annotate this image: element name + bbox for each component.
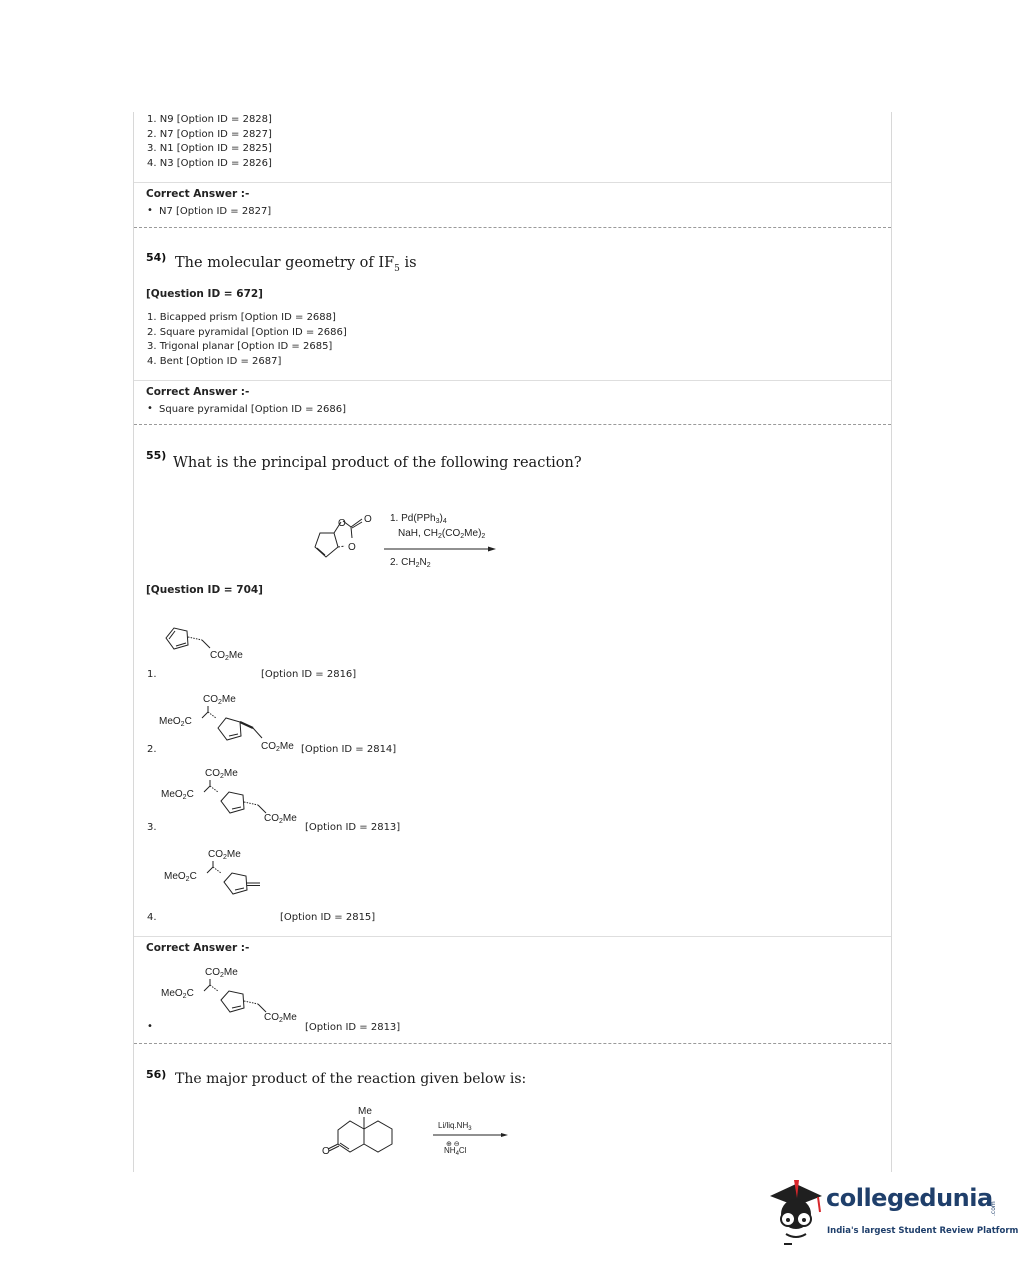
- mascot-icon: [766, 1178, 826, 1248]
- page-frame-right: [891, 112, 892, 1172]
- reagent-step-1: 1. $Pd(PPh_3)_4$: [390, 513, 447, 525]
- correct-answer-label: Correct Answer :-: [146, 386, 250, 398]
- co2me-label: $CO_2Me$: [203, 694, 236, 706]
- bullet-icon: •: [147, 403, 153, 414]
- reaction-conditions: [380, 508, 510, 573]
- option-1-structure: [160, 620, 270, 665]
- option-item: 1. Bicapped prism [Option ID = 2688]: [147, 312, 336, 323]
- question-id: [Question ID = 672]: [146, 288, 263, 300]
- methyl-label: Me: [358, 1106, 372, 1117]
- co2me-label: $CO_2Me$: [210, 650, 243, 662]
- collegedunia-logo[interactable]: [766, 1178, 1019, 1250]
- bullet-icon: •: [147, 205, 153, 216]
- correct-answer-text: Square pyramidal [Option ID = 2686]: [159, 404, 347, 415]
- reaction-arrow-icon: [384, 547, 496, 552]
- option-item: 4. Bent [Option ID = 2687]: [147, 356, 282, 368]
- correct-answer-text: [Option ID = 2813]: [305, 1022, 401, 1033]
- reactant-structure: [305, 505, 385, 570]
- option-id: [Option ID = 2813]: [305, 822, 401, 833]
- q56-reaction-scheme: [318, 1102, 528, 1162]
- question-separator: [134, 1043, 891, 1044]
- option-item: 2. N7 [Option ID = 2827]: [147, 128, 272, 140]
- co2me-label: $CO_2Me$: [264, 1012, 297, 1024]
- correct-answer-label: Correct Answer :-: [146, 188, 250, 200]
- option-number: 4.: [147, 912, 157, 923]
- divider: [134, 380, 891, 381]
- q54-option-list: [147, 311, 347, 370]
- page-frame-left: [133, 112, 134, 1172]
- reagent-step-1b: NaH, $CH_2(CO_2Me)_2$: [398, 528, 486, 540]
- charge-signs: ⊕ ⊖: [446, 1141, 460, 1148]
- option-number: 3.: [147, 822, 157, 833]
- option-number: 1.: [147, 669, 157, 680]
- reagent-top: $Li/liq.NH_3$: [438, 1121, 472, 1132]
- option-number: 2.: [147, 744, 157, 755]
- co2me-label: $CO_2Me$: [205, 967, 238, 979]
- co2me-label: $CO_2Me$: [261, 741, 294, 753]
- option-4-structure: [163, 846, 273, 906]
- correct-answer-text: N7 [Option ID = 2827]: [159, 206, 272, 217]
- correct-answer-structure: [160, 964, 320, 1028]
- ring-oxygen-label: O: [338, 518, 346, 529]
- option-item: 2. Square pyramidal [Option ID = 2686]: [147, 326, 347, 338]
- reagent-step-2: 2. $CH_2N_2$: [390, 557, 431, 569]
- meo2c-label: MeO$_2$C: [161, 988, 194, 1000]
- option-item: 4. N3 [Option ID = 2826]: [147, 158, 272, 170]
- option-item: 3. N1 [Option ID = 2825]: [147, 143, 272, 155]
- brand-name: collegedunia: [826, 1184, 993, 1212]
- question-number: 54): [146, 251, 167, 264]
- co2me-label: $CO_2Me$: [208, 849, 241, 861]
- question-number: 56): [146, 1068, 167, 1081]
- question-separator: [134, 424, 891, 425]
- co2me-label: $CO_2Me$: [205, 768, 238, 780]
- meo2c-label: MeO$_2$C: [159, 716, 192, 728]
- question-number: 55): [146, 449, 167, 462]
- option-id: [Option ID = 2816]: [261, 669, 357, 680]
- co2me-label: $CO_2Me$: [264, 813, 297, 825]
- divider: [134, 936, 891, 937]
- reaction-arrow-icon: [433, 1133, 508, 1137]
- q53-option-list: [147, 113, 272, 172]
- reagent-bottom: $NH_4Cl$: [444, 1146, 467, 1157]
- carbonyl-oxygen-label: O: [322, 1146, 330, 1157]
- question-text: The major product of the reaction given below is:: [175, 1071, 527, 1087]
- meo2c-label: MeO$_2$C: [161, 789, 194, 801]
- bullet-icon: •: [147, 1021, 153, 1032]
- carbonyl-oxygen-label: O: [364, 514, 372, 525]
- correct-answer-label: Correct Answer :-: [146, 942, 250, 954]
- question-separator: [134, 227, 891, 228]
- question-text: What is the principal product of the following reaction?: [173, 455, 582, 471]
- brand-tld: .com: [990, 1201, 997, 1216]
- divider: [134, 182, 891, 183]
- brand-tagline: India's largest Student Review Platform: [827, 1226, 1019, 1236]
- question-id: [Question ID = 704]: [146, 584, 263, 596]
- option-id: [Option ID = 2815]: [280, 912, 376, 923]
- option-2-structure: [158, 690, 318, 755]
- option-id: [Option ID = 2814]: [301, 744, 397, 755]
- option-3-structure: [160, 765, 320, 829]
- question-text: The molecular geometry of $IF_5$ is: [175, 255, 417, 274]
- ring-oxygen-label: O: [348, 542, 356, 553]
- meo2c-label: MeO$_2$C: [164, 871, 197, 883]
- option-item: 3. Trigonal planar [Option ID = 2685]: [147, 341, 333, 353]
- option-item: 1. N9 [Option ID = 2828]: [147, 114, 272, 125]
